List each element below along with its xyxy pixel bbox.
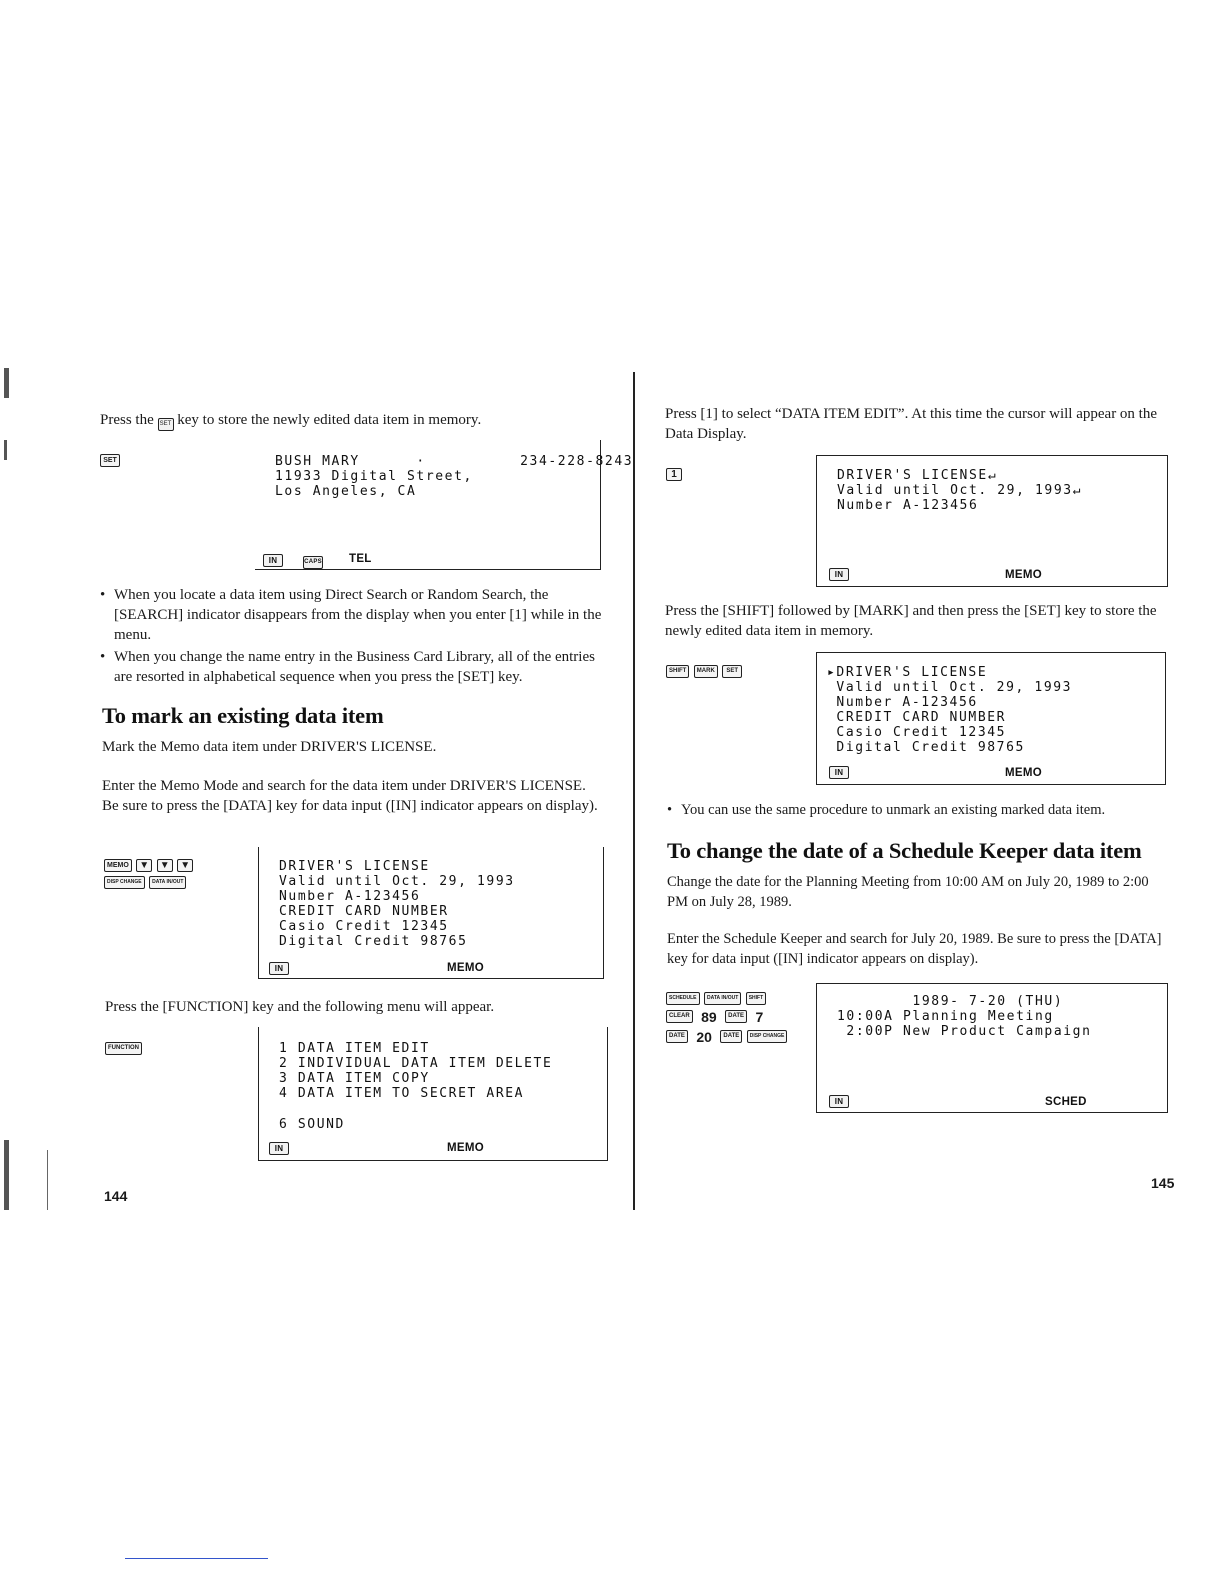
right-display1-line-1: DRIVER'S LICENSE↵ bbox=[837, 468, 998, 483]
right-display2-screen bbox=[816, 652, 1166, 785]
footer-link-underline bbox=[125, 1558, 268, 1559]
display2-line-2: Valid until Oct. 29, 1993 bbox=[279, 874, 515, 889]
right-display3-keys-row1 bbox=[666, 990, 766, 1008]
display2-screen bbox=[258, 847, 604, 979]
right-display3-line-2: 10:00A Planning Meeting bbox=[837, 1009, 1054, 1024]
right-display2-line-6: Digital Credit 98765 bbox=[827, 740, 1025, 755]
down-arrow-key-icon: ▼ bbox=[177, 859, 193, 872]
left-page-number: 144 bbox=[104, 1188, 128, 1204]
display3-line-3: 3 DATA ITEM COPY bbox=[279, 1071, 430, 1086]
shift-key-icon: SHIFT bbox=[746, 992, 766, 1005]
display3-memo-indicator: MEMO bbox=[447, 1142, 484, 1154]
display2-line-1: DRIVER'S LICENSE bbox=[279, 859, 430, 874]
binding-edge-top bbox=[4, 368, 9, 398]
page-gutter bbox=[633, 372, 635, 1210]
right-display3-line-3: 2:00P New Product Campaign bbox=[837, 1024, 1092, 1039]
right-display3-screen bbox=[816, 983, 1168, 1113]
date-key-icon: DATE bbox=[720, 1030, 742, 1043]
right-display1-memo-indicator: MEMO bbox=[1005, 569, 1042, 581]
right-display3-sched-indicator: SCHED bbox=[1045, 1096, 1087, 1108]
right-display3-in-indicator: IN bbox=[829, 1093, 849, 1109]
display1-keys bbox=[100, 452, 120, 470]
right-display3-keys-row2 bbox=[666, 1008, 767, 1026]
memo-key-icon: MEMO bbox=[104, 859, 132, 872]
display2-line-6: Digital Credit 98765 bbox=[279, 934, 468, 949]
display1-line-2: 11933 Digital Street, bbox=[275, 469, 473, 484]
right-display2-line-3: Number A-123456 bbox=[827, 695, 978, 710]
down-arrow-key-icon: ▼ bbox=[157, 859, 173, 872]
digits-20: 20 bbox=[696, 1028, 712, 1045]
left-bullets bbox=[100, 585, 602, 689]
display2-line-4: CREDIT CARD NUMBER bbox=[279, 904, 449, 919]
right-display1-line-3: Number A-123456 bbox=[837, 498, 979, 513]
right-display2-line-4: CREDIT CARD NUMBER bbox=[827, 710, 1007, 725]
left-edge-line bbox=[47, 1150, 48, 1210]
schedule-key-icon: SCHEDULE bbox=[666, 992, 700, 1005]
display2-in-indicator: IN bbox=[269, 960, 289, 976]
display1-tel-indicator: TEL bbox=[349, 553, 372, 565]
left-section-para: Enter the Memo Mode and search for the data item under DRIVER'S LICENSE. Be sure to press the [DATA] key for data input ([IN] indicator appears on display). bbox=[102, 778, 598, 814]
display3-keys bbox=[105, 1040, 142, 1058]
set-key-icon: SET bbox=[158, 418, 174, 431]
right-bullets bbox=[667, 800, 1167, 822]
down-arrow-key-icon: ▼ bbox=[136, 859, 152, 872]
display3-in-indicator: IN bbox=[269, 1140, 289, 1156]
display3-screen bbox=[258, 1027, 608, 1161]
disp-change-key-icon: DISP CHANGE bbox=[104, 876, 145, 889]
one-key-icon: 1 bbox=[666, 468, 682, 481]
left-intro-text-after: key to store the newly edited data item in memory. bbox=[177, 412, 482, 428]
clear-key-icon: CLEAR bbox=[666, 1010, 693, 1023]
display3-line-2: 2 INDIVIDUAL DATA ITEM DELETE bbox=[279, 1056, 553, 1071]
right-intro: Press [1] to select “DATA ITEM EDIT”. At this time the cursor will appear on the Data Display. bbox=[665, 406, 1158, 442]
right-display3-line-1: 1989- 7-20 (THU) bbox=[837, 994, 1064, 1009]
right-store-text: Press the [SHIFT] followed by [MARK] and then press the [SET] key to store the newly edited data item in memory. bbox=[665, 603, 1157, 639]
left-bullet-1: • When you locate a data item using Direct Search or Random Search, the [SEARCH] indicator disappears from the display when you enter [1] while in the menu. bbox=[100, 585, 602, 645]
display3-line-4: 4 DATA ITEM TO SECRET AREA bbox=[279, 1086, 525, 1101]
right-display2-line-2: Valid until Oct. 29, 1993 bbox=[827, 680, 1073, 695]
left-intro-text: Press the bbox=[100, 412, 154, 428]
display2-line-3: Number A-123456 bbox=[279, 889, 421, 904]
data-inout-key-icon: DATA IN/OUT bbox=[704, 992, 741, 1005]
digits-7: 7 bbox=[755, 1008, 764, 1025]
right-page-number: 145 bbox=[1151, 1175, 1175, 1191]
right-section-title: To change the date of a Schedule Keeper data item bbox=[667, 838, 1142, 863]
right-display2-in-indicator: IN bbox=[829, 764, 849, 780]
right-display2-keys bbox=[666, 663, 742, 681]
left-menu-text: Press the [FUNCTION] key and the following menu will appear. bbox=[105, 999, 495, 1015]
right-section-para: Enter the Schedule Keeper and search for July 20, 1989. Be sure to press the [DATA] key for data input ([IN] indicator appears on display). bbox=[667, 931, 1162, 967]
left-intro bbox=[100, 410, 620, 431]
disp-change-key-icon: DISP CHANGE bbox=[747, 1030, 788, 1043]
set-key-icon: SET bbox=[100, 454, 120, 467]
right-display1-in-indicator: IN bbox=[829, 566, 849, 582]
right-display1-keys bbox=[666, 466, 682, 484]
right-display2-memo-indicator: MEMO bbox=[1005, 767, 1042, 779]
left-bullet-2: • When you change the name entry in the Business Card Library, all of the entries are resorted in alphabetical sequence when you press the [SET] key. bbox=[100, 647, 602, 687]
function-key-icon: FUNCTION bbox=[105, 1042, 142, 1055]
display1-screen bbox=[255, 440, 634, 570]
right-display3-keys-row3 bbox=[666, 1028, 787, 1046]
shift-key-icon: SHIFT bbox=[666, 665, 689, 678]
right-section-lead: Change the date for the Planning Meeting from 10:00 AM on July 20, 1989 to 2:00 PM on July 28, 1989. bbox=[667, 874, 1149, 910]
digits-89: 89 bbox=[701, 1008, 717, 1025]
mark-key-icon: MARK bbox=[694, 665, 718, 678]
display1-caps-indicator: CAPS bbox=[303, 552, 323, 569]
binding-edge-bottom bbox=[4, 1140, 9, 1210]
display2-keys-row2 bbox=[104, 874, 186, 892]
left-section-title: To mark an existing data item bbox=[102, 703, 384, 728]
display1-line-3: Los Angeles, CA bbox=[275, 484, 417, 499]
display2-memo-indicator: MEMO bbox=[447, 962, 484, 974]
display1-in-indicator: IN bbox=[263, 552, 283, 568]
display3-line-1: 1 DATA ITEM EDIT bbox=[279, 1041, 430, 1056]
display2-keys-row1 bbox=[104, 857, 193, 875]
display2-line-5: Casio Credit 12345 bbox=[279, 919, 449, 934]
display3-line-6: 6 SOUND bbox=[279, 1117, 345, 1132]
right-display2-line-1: ▸DRIVER'S LICENSE bbox=[827, 665, 988, 680]
right-display2-line-5: Casio Credit 12345 bbox=[827, 725, 1007, 740]
data-inout-key-icon: DATA IN/OUT bbox=[149, 876, 186, 889]
right-bullet-1: • You can use the same procedure to unmark an existing marked data item. bbox=[667, 800, 1167, 820]
date-key-icon: DATE bbox=[725, 1010, 747, 1023]
right-display1-line-2: Valid until Oct. 29, 1993↵ bbox=[837, 483, 1083, 498]
right-display1-screen bbox=[816, 455, 1168, 587]
left-section-lead: Mark the Memo data item under DRIVER'S LICENSE. bbox=[102, 739, 437, 755]
display1-line-1: BUSH MARY · 234-228-8243 bbox=[275, 454, 634, 469]
date-key-icon: DATE bbox=[666, 1030, 688, 1043]
set-key-icon: SET bbox=[722, 665, 742, 678]
binding-edge-mid bbox=[4, 440, 7, 460]
